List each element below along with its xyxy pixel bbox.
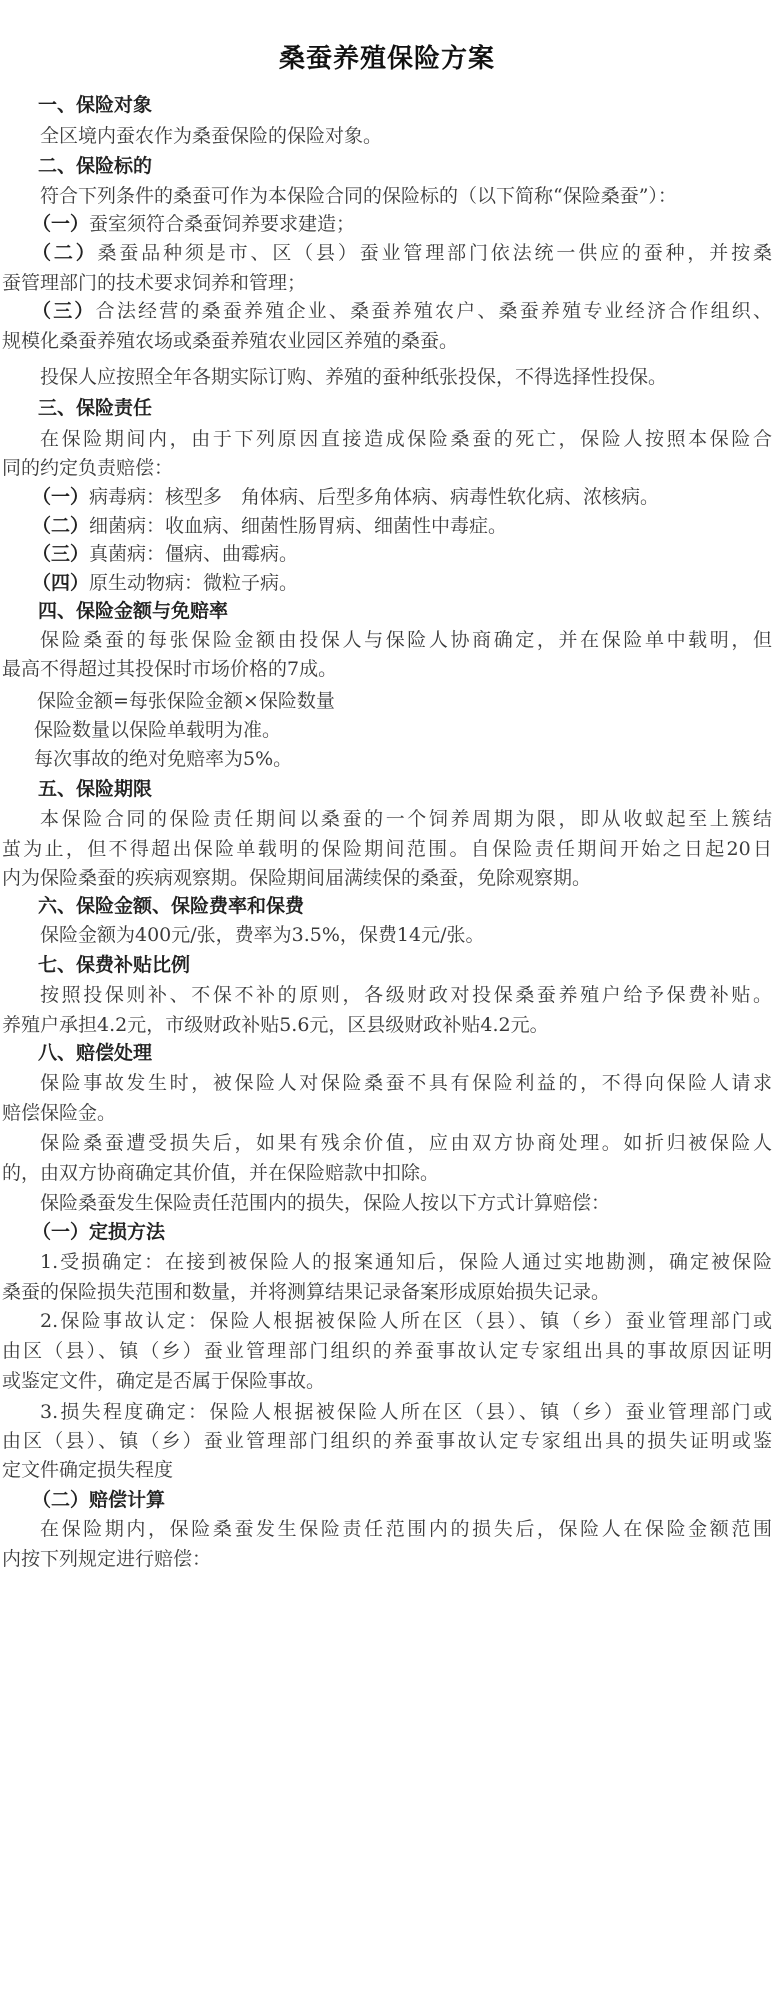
section-heading [38,92,152,118]
section-heading [38,1040,152,1066]
text-line [40,1249,772,1275]
text-line [2,1279,610,1305]
line-text: 保险桑蚕遭受损失后，如果有残余价值，应由双方协商处理。如折归被保险人 [40,1132,772,1154]
section-heading [38,893,304,919]
text-line [40,806,772,832]
text-line [40,1070,772,1096]
line-text: 保险事故发生时，被保险人对保险桑蚕不具有保险利益的，不得向保险人请求 [40,1072,772,1094]
section-heading [32,1219,165,1245]
line-text: 三、保险责任 [38,397,153,419]
item-prefix: （四） [32,572,90,594]
line-text: 原生动物病：微粒子病。 [89,572,299,594]
text-line [40,183,677,209]
section-heading [38,395,152,421]
item-prefix: （三） [32,300,96,322]
text-line [32,240,772,266]
text-line [2,656,337,682]
line-text: 桑蚕的保险损失范围和数量，并将测算结果记录备案形成原始损失记录。 [2,1281,611,1303]
item-prefix: （一） [32,213,90,235]
text-line [32,541,298,567]
text-line [34,746,292,772]
text-line [40,364,667,390]
line-text: 投保人应按照全年各期实际订购、养殖的蚕种纸张投保，不得选择性投保。 [40,366,668,388]
line-text: 本保险合同的保险责任期间以桑蚕的一个饲养周期为限，即从收蚁起至上簇结 [40,808,772,830]
line-text: 真菌病：僵病、曲霉病。 [89,543,299,565]
line-text: 六、保险金额、保险费率和保费 [38,895,305,917]
line-text: 内按下列规定进行赔偿： [2,1548,212,1570]
line-text: 二、保险标的 [38,155,153,177]
text-line [2,1368,325,1394]
text-line [40,1308,772,1334]
text-line [2,1457,173,1483]
text-line [2,1100,116,1126]
text-line [2,455,173,481]
line-text: 1.受损确定：在接到被保险人的报案通知后，保险人通过实地勘测，确定被保险 [40,1251,772,1273]
line-text: 蚕管理部门的技术要求饲养和管理； [2,272,307,294]
line-text: 2.保险事故认定：保险人根据被保险人所在区（县）、镇（乡）蚕业管理部门或 [40,1310,772,1332]
line-text: 茧为止，但不得超出保险单载明的保险期间范围。自保险责任期间开始之日起20日 [2,838,772,860]
line-text: 养殖户承担4.2元，市级财政补贴5.6元，区县级财政补贴4.2元。 [2,1014,549,1036]
section-heading [38,598,228,624]
line-text: 七、保费补贴比例 [38,954,191,976]
document-title: 桑蚕养殖保险方案 [278,44,495,74]
line-text: 保险桑蚕发生保险责任范围内的损失，保险人按以下方式计算赔偿： [40,1192,611,1214]
text-line [40,1130,772,1156]
line-text: 在保险期内，保险桑蚕发生保险责任范围内的损失后，保险人在保险金额范围 [40,1518,772,1540]
line-text: 内为保险桑蚕的疾病观察期。保险期间届满续保的桑蚕，免除观察期。 [2,867,592,889]
text-line [40,922,485,948]
line-text: 保险金额=每张保险金额×保险数量 [37,690,335,712]
text-line [2,1012,549,1038]
line-text: 或鉴定文件，确定是否属于保险事故。 [2,1370,326,1392]
text-line [37,688,335,714]
text-line [40,627,772,653]
line-text: 3.损失程度确定：保险人根据被保险人所在区（县）、镇（乡）蚕业管理部门或 [40,1401,772,1423]
line-text: 桑蚕品种须是市、区（县）蚕业管理部门依法统一供应的蚕种，并按桑 [97,242,772,264]
section-heading [32,1487,165,1513]
line-text: 每次事故的绝对免赔率为5%。 [34,748,293,770]
line-text: 保险桑蚕的每张保险金额由投保人与保险人协商确定，并在保险单中载明，但 [40,629,772,651]
section-heading [38,776,152,802]
text-line [2,1160,439,1186]
line-text: 保险金额为400元/张，费率为3.5%，保费14元/张。 [40,924,485,946]
line-text: 由区（县）、镇（乡）蚕业管理部门组织的养蚕事故认定专家组出具的损失证明或鉴 [2,1430,772,1452]
item-prefix: （三） [32,543,90,565]
line-text: 按照投保则补、不保不补的原则，各级财政对投保桑蚕养殖户给予保费补贴。 [40,984,772,1006]
line-text: 保险数量以保险单载明为准。 [34,719,282,741]
text-line [40,1190,610,1216]
line-text: 细菌病：收血病、细菌性肠胃病、细菌性中毒症。 [89,515,508,537]
line-text: 合法经营的桑蚕养殖企业、桑蚕养殖农户、桑蚕养殖专业经济合作组织、 [95,300,772,322]
text-line [40,982,772,1008]
line-text: 在保险期间内，由于下列原因直接造成保险桑蚕的死亡，保险人按照本保险合 [40,428,772,450]
text-line [32,298,772,324]
line-text: 的，由双方协商确定其价值，并在保险赔款中扣除。 [2,1162,440,1184]
text-line [32,211,355,237]
line-text: 规模化桑蚕养殖农场或桑蚕养殖农业园区养殖的桑蚕。 [2,330,459,352]
text-line [2,1546,211,1572]
text-line [32,570,298,596]
line-text: 定文件确定损失程度 [2,1459,174,1481]
line-text: 赔偿保险金。 [2,1102,117,1124]
text-line [40,1516,772,1542]
line-text: 五、保险期限 [38,778,153,800]
line-text: 八、赔偿处理 [38,1042,153,1064]
text-line [32,513,507,539]
section-heading [38,952,190,978]
line-text: 四、保险金额与免赔率 [38,600,229,622]
line-text: 全区境内蚕农作为桑蚕保险的保险对象。 [40,125,383,147]
text-line [2,328,458,354]
line-text: 一、保险对象 [38,94,153,116]
text-line [2,1338,772,1364]
text-line [32,484,659,510]
text-line [40,1399,772,1425]
line-text: （二）赔偿计算 [32,1489,166,1511]
item-prefix: （二） [32,515,90,537]
text-line [2,865,591,891]
line-text: 符合下列条件的桑蚕可作为本保险合同的保险标的（以下简称“保险桑蚕”）： [40,185,677,207]
text-line [2,1428,772,1454]
item-prefix: （二） [32,242,98,264]
text-line [40,426,772,452]
text-line [34,717,281,743]
item-prefix: （一） [32,486,90,508]
line-text: 最高不得超过其投保时市场价格的7成。 [2,658,338,680]
text-line [40,123,382,149]
text-line [2,836,772,862]
text-line [2,270,306,296]
line-text: 蚕室须符合桑蚕饲养要求建造； [89,213,356,235]
line-text: 病毒病：核型多 角体病、后型多角体病、病毒性软化病、浓核病。 [89,486,660,508]
line-text: 同的约定负责赔偿： [2,457,174,479]
line-text: 由区（县）、镇（乡）蚕业管理部门组织的养蚕事故认定专家组出具的事故原因证明 [2,1340,772,1362]
line-text: （一）定损方法 [32,1221,166,1243]
section-heading [38,153,152,179]
